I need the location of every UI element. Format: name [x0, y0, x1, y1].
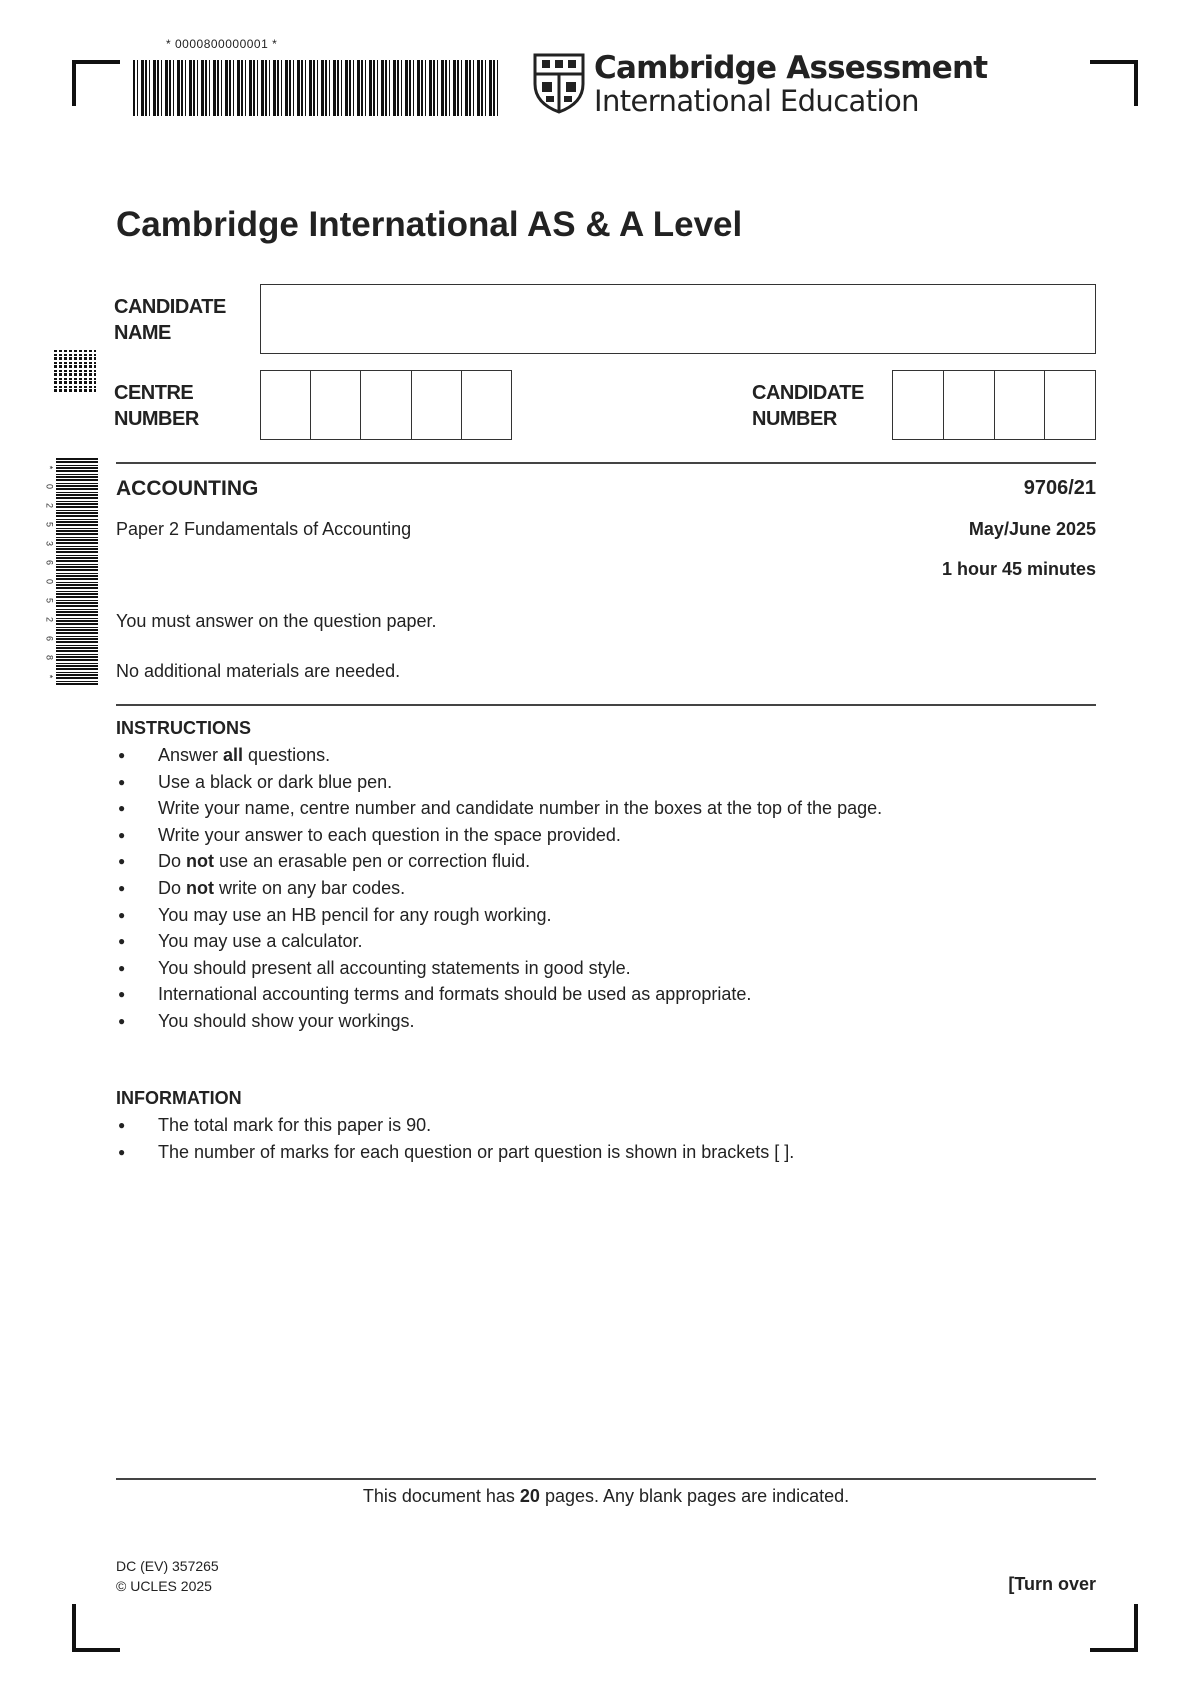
candidate-name-field[interactable] [260, 284, 1096, 354]
centre-number-label: CENTRE NUMBER [114, 382, 199, 430]
crop-mark-top-left [72, 60, 76, 106]
crop-mark-top-right [1134, 60, 1138, 106]
barcode-digit: 0 [44, 578, 55, 584]
cambridge-shield-icon [532, 52, 586, 114]
information-list [116, 1112, 794, 1165]
barcode-digit: * [44, 465, 55, 470]
instruction-text: use an erasable pen or correction fluid. [214, 851, 531, 872]
instruction-item [116, 848, 882, 875]
barcode-digit: 3 [44, 540, 55, 546]
instruction-item [116, 928, 882, 955]
instruction-text: You may use a calculator. [158, 931, 363, 952]
instruction-text: Write your name, centre number and candidate number in the boxes at the top of the page. [158, 798, 883, 819]
instruction-item [116, 795, 882, 822]
barcode-digit: 2 [44, 502, 55, 508]
crop-mark-top-right [1090, 60, 1138, 64]
document-code: DC (EV) 357265 [116, 1558, 219, 1574]
logo-line1: Cambridge Assessment [594, 50, 988, 86]
candidate-number-label: CANDIDATE NUMBER [752, 382, 864, 430]
instruction-emphasis: not [186, 851, 214, 872]
barcode-digit: 5 [44, 597, 55, 603]
instruction-text: You should show your workings. [158, 1010, 415, 1031]
page-count-post: pages. Any blank pages are indicated. [539, 1486, 850, 1506]
instruction-item [116, 742, 882, 769]
page-count: 20 [519, 1486, 540, 1506]
divider [116, 704, 1096, 706]
divider [116, 462, 1096, 464]
instruction-text: questions. [243, 745, 331, 765]
page-title: Cambridge International AS & A Level [116, 205, 743, 244]
subject: ACCOUNTING [116, 477, 259, 500]
footer-divider [116, 1478, 1096, 1480]
barcode-digit: 6 [44, 635, 55, 641]
barcode-digit: 0 [44, 483, 55, 489]
copyright: © UCLES 2025 [116, 1578, 212, 1594]
barcode-number: * 0000800000001 * [166, 37, 278, 51]
crop-mark-bottom-right [1134, 1604, 1138, 1652]
instruction-item [116, 981, 882, 1008]
instruction-item [116, 955, 882, 982]
instruction-text: Do [158, 851, 187, 872]
logo-line2: International Education [594, 84, 919, 118]
crop-mark-top-left [72, 60, 120, 64]
crop-mark-bottom-left [72, 1648, 120, 1652]
duration: 1 hour 45 minutes [941, 559, 1096, 579]
crop-mark-bottom-left [72, 1604, 76, 1652]
instruction-item [116, 769, 882, 796]
instruction-item [116, 902, 882, 929]
instructions-list [116, 742, 882, 1035]
barcode [133, 60, 499, 116]
instruction-emphasis: all [223, 745, 244, 765]
instruction-item [116, 875, 882, 902]
instruction-text: Answer [158, 745, 224, 765]
instruction-text: You may use an HB pencil for any rough working. [158, 904, 552, 925]
vertical-barcode-digits [42, 458, 55, 686]
barcode-digit: 2 [44, 616, 55, 622]
instruction-emphasis: not [186, 877, 214, 898]
barcode-digit: * [44, 674, 55, 679]
instructions-heading: INSTRUCTIONS [116, 718, 251, 738]
information-item: ● The number of marks for each question or part question is shown in brackets [ ]. [116, 1139, 794, 1166]
qr-code [54, 350, 96, 392]
information-item: ● The total mark for this paper is 90. [116, 1112, 794, 1139]
candidate-name-label: CANDIDATE NAME [114, 296, 226, 344]
instruction-text: You should present all accounting statements in good style. [158, 957, 631, 978]
instruction-item [116, 822, 882, 849]
instruction-text: Write your answer to each question in the space provided. [158, 824, 621, 845]
instruction-text: International accounting terms and formats should be used as appropriate. [158, 984, 752, 1005]
materials-note: No additional materials are needed. [116, 661, 401, 681]
candidate-number-field[interactable] [892, 370, 1096, 440]
page-count-pre: This document has [362, 1486, 520, 1506]
paper-title: Paper 2 Fundamentals of Accounting [116, 519, 412, 539]
instruction-text: Do [158, 877, 187, 898]
session: May/June 2025 [968, 519, 1096, 539]
paper-code: 9706/21 [1023, 477, 1096, 499]
information-heading: INFORMATION [116, 1088, 242, 1108]
instruction-text: Use a black or dark blue pen. [158, 771, 393, 792]
answer-note: You must answer on the question paper. [116, 611, 437, 631]
barcode-digit: 5 [44, 521, 55, 527]
turn-over: [Turn over [1008, 1574, 1096, 1594]
centre-number-field[interactable] [260, 370, 512, 440]
instruction-item [116, 1008, 882, 1035]
instruction-text: write on any bar codes. [214, 877, 406, 898]
vertical-barcode [56, 458, 98, 686]
barcode-digit: 8 [44, 654, 55, 660]
page-count-note [116, 1486, 1096, 1507]
crop-mark-bottom-right [1090, 1648, 1138, 1652]
barcode-digit: 6 [44, 559, 55, 565]
